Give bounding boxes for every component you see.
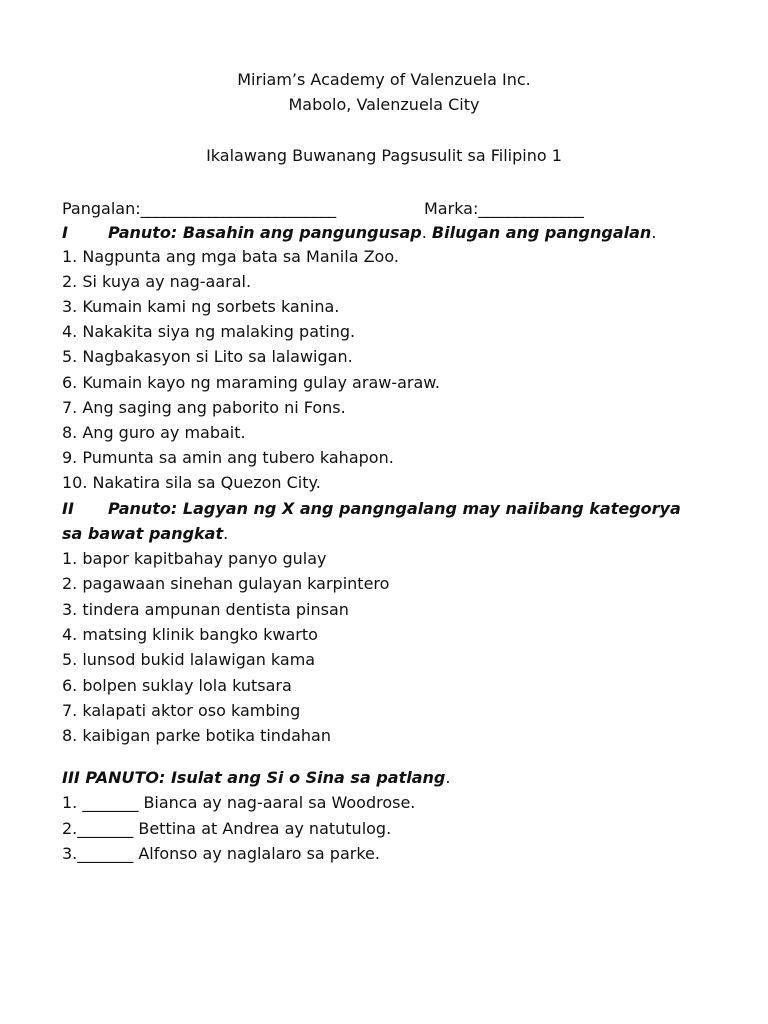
exam-title: Ikalawang Buwanang Pagsusulit sa Filipino 1 — [206, 146, 562, 165]
list-item: 2._______ Bettina at Andrea ay natutulog. — [62, 819, 392, 838]
school-address: Mabolo, Valenzuela City — [288, 95, 480, 114]
list-item: 4. matsing klinik bangko kwarto — [62, 625, 318, 644]
school-name: Miriam’s Academy of Valenzuela Inc. — [237, 70, 531, 89]
part2-instruction-line1: Panuto: Lagyan ng X ang pangngalang may naiibang kategorya — [108, 499, 681, 518]
list-item: 2. Si kuya ay nag-aaral. — [62, 272, 252, 291]
list-item: 8. Ang guro ay mabait. — [62, 423, 246, 442]
list-item: 5. Nagbakasyon si Lito sa lalawigan. — [62, 347, 353, 366]
part3-instruction-text: III PANUTO: Isulat ang Si o Sina sa patlang — [62, 768, 446, 787]
part1-instruction-a: Panuto: Basahin ang pangungusap — [108, 223, 422, 242]
part2-instruction-line2: sa bawat pangkat — [62, 524, 224, 543]
part1-numeral: I — [62, 223, 68, 242]
list-item: 10. Nakatira sila sa Quezon City. — [62, 473, 321, 492]
part1-instruction-b: Bilugan ang pangngalan — [431, 223, 652, 242]
list-item: 3. tindera ampunan dentista pinsan — [62, 600, 349, 619]
list-item: 7. Ang saging ang paborito ni Fons. — [62, 398, 346, 417]
list-item: 4. Nakakita siya ng malaking pating. — [62, 322, 356, 341]
student-info-row — [62, 199, 584, 219]
part2-numeral: II — [62, 499, 74, 518]
list-item: 9. Pumunta sa amin ang tubero kahapon. — [62, 448, 394, 467]
name-label: Pangalan: — [62, 199, 141, 218]
list-item: 3. Kumain kami ng sorbets kanina. — [62, 297, 340, 316]
list-item: 1. Nagpunta ang mga bata sa Manila Zoo. — [62, 247, 399, 266]
list-item: 6. bolpen suklay lola kutsara — [62, 676, 292, 695]
score-blank: ______________ — [478, 199, 584, 218]
score-field — [424, 199, 583, 219]
list-item: 5. lunsod bukid lalawigan kama — [62, 650, 316, 669]
list-item: 1. bapor kapitbahay panyo gulay — [62, 549, 327, 568]
part3-instruction: III PANUTO: Isulat ang Si o Sina sa patlang. — [62, 768, 451, 787]
score-label: Marka: — [424, 199, 479, 218]
list-item: 6. Kumain kayo ng maraming gulay araw-araw. — [62, 373, 440, 392]
part2-instruction — [62, 499, 681, 519]
list-item: 8. kaibigan parke botika tindahan — [62, 726, 331, 745]
name-blank: __________________________ — [140, 199, 336, 218]
list-item: 1. _______ Bianca ay nag-aaral sa Woodrose. — [62, 793, 416, 812]
part2-instruction-cont: sa bawat pangkat. — [62, 524, 229, 543]
list-item: 3._______ Alfonso ay naglalaro sa parke. — [62, 844, 380, 863]
list-item: 2. pagawaan sinehan gulayan karpintero — [62, 574, 390, 593]
part1-instruction: I Panuto: Basahin ang pangungusap. Bilugan ang pangngalan. — [62, 223, 657, 242]
list-item: 7. kalapati aktor oso kambing — [62, 701, 301, 720]
